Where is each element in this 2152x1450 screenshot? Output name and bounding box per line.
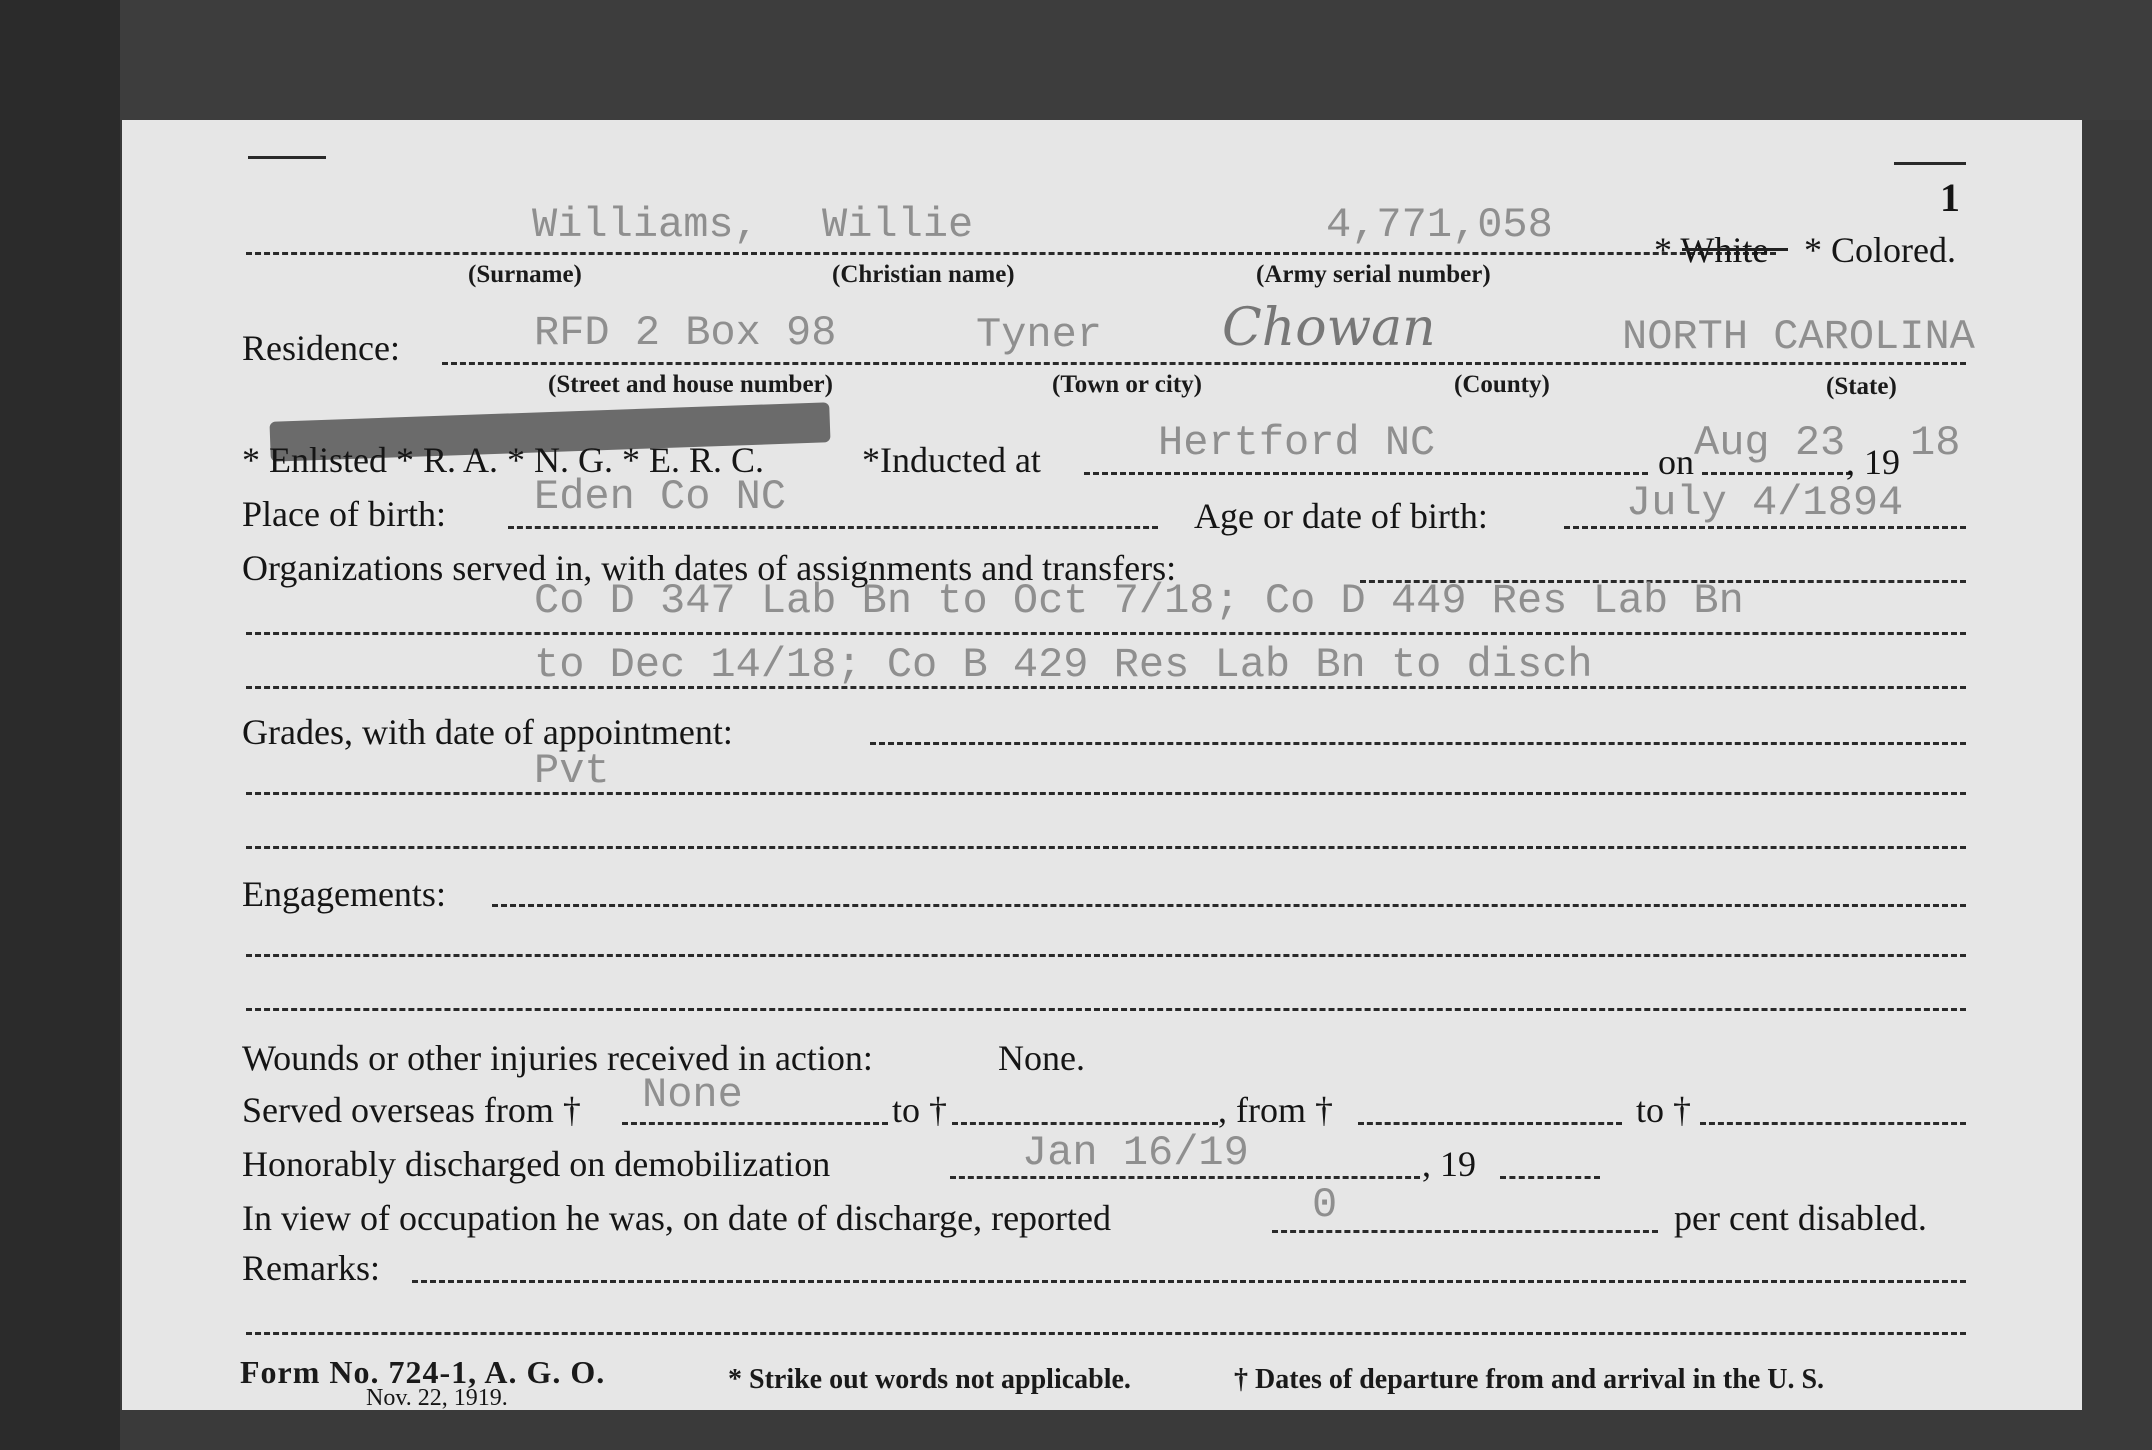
grades-line-2 bbox=[246, 846, 1966, 849]
discharge-year-line bbox=[1500, 1176, 1600, 1179]
organizations-line-2 bbox=[246, 686, 1966, 689]
on-label: on bbox=[1658, 442, 1694, 482]
engagements-label: Engagements: bbox=[242, 874, 446, 914]
christian-name-caption: (Christian name) bbox=[832, 261, 1015, 288]
engagements-line-0 bbox=[492, 904, 1966, 907]
corner-mark-right bbox=[1894, 162, 1966, 165]
background-left bbox=[0, 0, 120, 1450]
county-caption: (County) bbox=[1454, 371, 1550, 398]
age-label: Age or date of birth: bbox=[1194, 496, 1488, 536]
disabled-percent-line bbox=[1272, 1230, 1658, 1233]
street-value: RFD 2 Box 98 bbox=[534, 309, 837, 357]
disabled-percent-value: 0 bbox=[1312, 1181, 1338, 1229]
residence-line bbox=[442, 362, 1966, 365]
discharge-date-value: Jan 16/19 bbox=[1022, 1129, 1249, 1177]
overseas-to-line-2 bbox=[1700, 1122, 1966, 1125]
race-colored: * Colored. bbox=[1804, 230, 1956, 270]
grades-label: Grades, with date of appointment: bbox=[242, 712, 733, 752]
remarks-label: Remarks: bbox=[242, 1248, 380, 1288]
induction-date-line bbox=[1702, 472, 1852, 475]
birth-place-label: Place of birth: bbox=[242, 494, 446, 534]
overseas-from-value: None bbox=[642, 1071, 743, 1119]
wounds-label: Wounds or other injuries received in action: bbox=[242, 1038, 873, 1078]
year-prefix: , 19 bbox=[1846, 442, 1900, 482]
enlisted-options: * Enlisted * R. A. * N. G. * E. R. C. bbox=[242, 440, 765, 480]
overseas-from-line-2 bbox=[1358, 1122, 1622, 1125]
inducted-at-line bbox=[1084, 472, 1648, 475]
state-caption: (State) bbox=[1826, 373, 1897, 400]
strike-out-note: * Strike out words not applicable. bbox=[728, 1364, 1131, 1395]
occupation-label: In view of occupation he was, on date of discharge, reported bbox=[242, 1198, 1112, 1238]
inducted-label: *Inducted at bbox=[862, 440, 1041, 480]
discharge-date-line bbox=[950, 1176, 1420, 1179]
name-line bbox=[246, 252, 1776, 255]
residence-label: Residence: bbox=[242, 328, 400, 368]
organizations-value-line-1: Co D 347 Lab Bn to Oct 7/18; Co D 449 Res Lab Bn bbox=[534, 577, 1744, 625]
street-caption: (Street and house number) bbox=[548, 371, 833, 398]
surname-value: Williams, bbox=[532, 201, 759, 249]
age-value: July 4/1894 bbox=[1626, 479, 1904, 527]
organizations-value-line-2: to Dec 14/18; Co B 429 Res Lab Bn to disch bbox=[534, 641, 1593, 689]
overseas-label: Served overseas from † bbox=[242, 1090, 581, 1130]
grades-line-0 bbox=[870, 742, 1966, 745]
county-value: Chowan bbox=[1222, 298, 1436, 358]
discharge-year-label: , 19 bbox=[1422, 1144, 1476, 1184]
overseas-from-label-2: , from † bbox=[1218, 1090, 1333, 1130]
overseas-to-label-2: to † bbox=[1636, 1090, 1692, 1130]
corner-mark-left bbox=[248, 156, 326, 159]
induction-date-value: Aug 23 bbox=[1694, 419, 1846, 467]
dates-note: † Dates of departure from and arrival in the U. S. bbox=[1234, 1364, 1825, 1395]
birth-place-line bbox=[508, 526, 1158, 529]
induction-year-value: 18 bbox=[1910, 419, 1961, 467]
grades-line-1 bbox=[246, 792, 1966, 795]
town-value: Tyner bbox=[976, 311, 1103, 359]
surname-caption: (Surname) bbox=[468, 261, 582, 288]
inducted-at-value: Hertford NC bbox=[1158, 419, 1436, 467]
organizations-label: Organizations served in, with dates of assignments and transfers: bbox=[242, 548, 1177, 588]
birth-place-value: Eden Co NC bbox=[534, 473, 787, 521]
engagements-line-1 bbox=[246, 954, 1966, 957]
form-number: Form No. 724-1, A. G. O. bbox=[240, 1354, 606, 1390]
discharged-label: Honorably discharged on demobilization bbox=[242, 1144, 831, 1184]
remarks-line-1 bbox=[246, 1332, 1966, 1335]
overseas-from-line bbox=[622, 1122, 888, 1125]
race-white-strikeout bbox=[1682, 248, 1788, 251]
state-value: NORTH CAROLINA bbox=[1622, 313, 1975, 361]
town-caption: (Town or city) bbox=[1052, 371, 1202, 398]
disabled-suffix: per cent disabled. bbox=[1674, 1198, 1927, 1238]
organizations-line-1 bbox=[246, 632, 1966, 635]
remarks-line-0 bbox=[412, 1280, 1966, 1283]
form-date: Nov. 22, 1919. bbox=[366, 1385, 508, 1411]
overseas-to-label: to † bbox=[892, 1090, 948, 1130]
overseas-to-line bbox=[952, 1122, 1218, 1125]
age-line bbox=[1564, 526, 1966, 529]
serial-number-caption: (Army serial number) bbox=[1256, 261, 1491, 288]
page-number: 1 bbox=[1940, 175, 1960, 220]
serial-number-value: 4,771,058 bbox=[1326, 201, 1553, 249]
grades-value: Pvt bbox=[534, 747, 610, 795]
engagements-line-2 bbox=[246, 1008, 1966, 1011]
wounds-value: None. bbox=[998, 1038, 1085, 1078]
race-white: * White bbox=[1654, 230, 1769, 270]
christian-name-value: Willie bbox=[822, 201, 974, 249]
service-record-card bbox=[122, 120, 2082, 1410]
background-top bbox=[0, 0, 2152, 120]
